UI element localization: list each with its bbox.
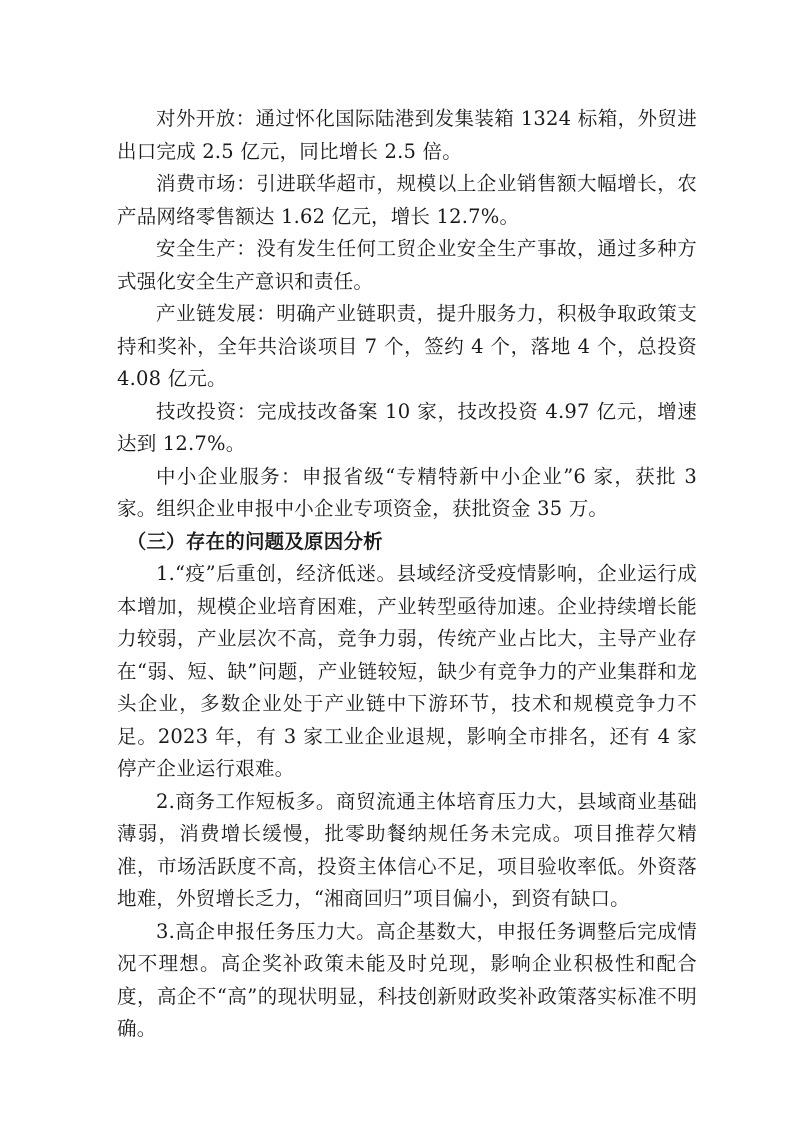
- document-page: [117, 103, 697, 1046]
- paragraph-work-safety: 安全生产：没有发生任何工贸企业安全生产事故，通过多种方式强化安全生产意识和责任。: [117, 237, 697, 293]
- section-heading: （三）存在的问题及原因分析: [126, 529, 383, 553]
- paragraph-industry-chain: 产业链发展：明确产业链职责，提升服务力，积极争取政策支持和奖补，全年共洽谈项目 7 个，签约 4 个，落地 4 个，总投资 4.08 亿元。: [117, 302, 697, 390]
- paragraph-tech-investment: 技改投资：完成技改备案 10 家，技改投资 4.97 亿元，增速达到 12.7%。: [117, 399, 697, 455]
- problem-item-1: 1.“疫”后重创，经济低迷。县域经济受疫情影响，企业运行成本增加，规模企业培育困难，产业转型亟待加速。企业持续增长能力较弱，产业层次不高，竞争力弱，传统产业占比大，主导产业存在“弱、短、缺”问题，产业链较短，缺少有竞争力的产业集群和龙头企业，多数企业处于产业链中下游环节，技术和规模竞争力不足。2023 年，有 3 家工业企业退规，影响全市排名，还有 4 家停产企业运行艰难。: [117, 562, 697, 780]
- paragraph-foreign-trade: 对外开放：通过怀化国际陆港到发集装箱 1324 标箱，外贸进出口完成 2.5 亿元，同比增长 2.5 倍。: [117, 107, 697, 163]
- paragraph-sme-services: 中小企业服务：申报省级“专精特新中小企业”6 家，获批 3 家。组织企业申报中小企业专项资金，获批资金 35 万。: [117, 464, 697, 520]
- problem-item-3: 3.高企申报任务压力大。高企基数大，申报任务调整后完成情况不理想。高企奖补政策未能及时兑现，影响企业积极性和配合度，高企不“高”的现状明显，科技创新财政奖补政策落实标准不明确。: [117, 919, 697, 1040]
- problem-item-2: 2.商务工作短板多。商贸流通主体培育压力大，县域商业基础薄弱，消费增长缓慢，批零助餐纳规任务未完成。项目推荐欠精准，市场活跃度不高，投资主体信心不足，项目验收率低。外资落地难，外贸增长乏力，“湘商回归”项目偏小，到资有缺口。: [117, 789, 697, 910]
- paragraph-consumer-market: 消费市场：引进联华超市，规模以上企业销售额大幅增长，农产品网络零售额达 1.62 亿元，增长 12.7%。: [117, 172, 697, 228]
